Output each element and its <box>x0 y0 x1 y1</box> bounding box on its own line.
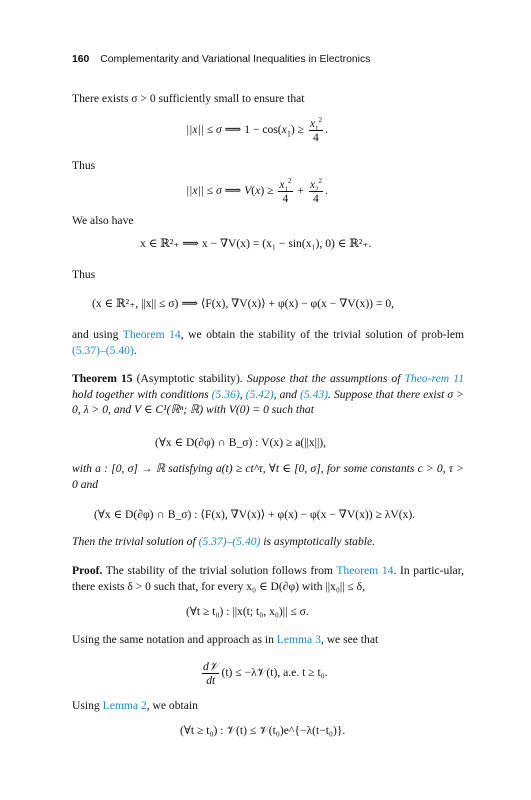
fraction-dv-over-dt: $\frac{\text{d𝒱}}{dt}$ <box>203 660 219 687</box>
link-condition-5-42[interactable]: (5.42) <box>245 387 274 401</box>
link-lemma-3[interactable]: Lemma 3 <box>276 633 321 646</box>
equation-trajectory-bound: (∀t ≥ t₀) : ||x(t; t₀, x₀)|| ≤ σ. <box>186 605 309 618</box>
link-conclusion-5-37-5-40[interactable]: (5.37)–(5.40) <box>198 535 261 548</box>
running-header <box>72 54 370 65</box>
paragraph-sigma: There exists σ > 0 sufficiently small to ensure that <box>72 92 305 105</box>
link-lemma-2[interactable]: Lemma 2 <box>102 699 147 712</box>
link-proof-theorem-14[interactable]: Theorem 14 <box>336 564 394 577</box>
equation-cos-bound: ||x|| ≤ σ ⟹ $1 - \cos(x_1)$ ≥ $\frac{x_1^2}{4}$ . <box>186 116 328 144</box>
page-number: 160 <box>72 54 90 65</box>
proof-paragraph: Proof. The stability of the trivial solution follows from Theorem 14. In partic-ular, there exists δ > 0 such that, for every x₀ ∈ D(∂φ) with ||x₀|| ≤ δ, <box>72 564 464 593</box>
proof-paragraph-lemma3: Using the same notation and approach as in Lemma 3, we see that <box>72 633 379 646</box>
equation-gradient-cone: x ∈ ℝ²₊ ⟹ x − ∇V(x) = (x₁ − sin(x₁), 0) ∈ ℝ²₊. <box>140 237 372 250</box>
link-condition-5-43[interactable]: (5.43) <box>300 387 329 401</box>
equation-zero-identity: (x ∈ ℝ²₊, ||x|| ≤ σ) ⟹ ⟨F(x), ∇V(x)⟩ + φ(x) − φ(x − ∇V(x)) = 0, <box>92 297 395 310</box>
link-theorem-11[interactable]: Theo-rem 11 <box>404 372 464 385</box>
link-theorem-14[interactable]: Theorem 14 <box>122 328 181 341</box>
link-condition-5-36[interactable]: (5.36) <box>211 387 240 401</box>
paragraph-stability-theorem14: and using Theorem 14, we obtain the stability of the trivial solution of prob-lem (5.37)–(5.40). <box>72 328 465 357</box>
theorem-15-label: Theorem 15 <box>72 372 133 385</box>
theorem-15-title: (Asymptotic stability). <box>136 372 243 385</box>
equation-dv-dt: $\frac{\text{d𝒱}}{dt}$ (t) ≤ −λ𝒱(t), a.e. t ≥ t₀. <box>203 660 328 687</box>
proof-label: Proof. <box>72 564 103 577</box>
equation-v-ge-a: (∀x ∈ D(∂φ) ∩ B_σ) : V(x) ≥ a(||x||), <box>155 436 327 449</box>
fraction-x1sq-over-4: $\frac{x_1^2}{4}$ <box>309 116 322 144</box>
equation-lambda-inequality: (∀x ∈ D(∂φ) ∩ B_σ) : ⟨F(x), ∇V(x)⟩ + φ(x) − φ(x − ∇V(x)) ≥ λV(x). <box>94 508 416 521</box>
paragraph-thus-2: Thus <box>72 268 96 281</box>
paragraph-thus-1: Thus <box>72 159 96 172</box>
link-problem-5-37-5-40[interactable]: (5.37)–(5.40) <box>72 343 134 357</box>
proof-paragraph-lemma2: Using Lemma 2, we obtain <box>72 699 198 712</box>
running-title: Complementarity and Variational Inequalities in Electronics <box>100 54 371 65</box>
theorem-15-condition-a: with a : [0, σ] → ℝ satisfying a(t) ≥ ct^τ, ∀t ∈ [0, σ], for some constants c > 0, τ > 0 and <box>72 462 464 491</box>
equation-v-lower-bound: ||x|| ≤ σ ⟹ V(x) ≥ $\frac{x_1^2}{4}$ + $\frac{x_2^2}{4}$ . <box>186 177 328 205</box>
theorem-15-statement: Theorem 15 (Asymptotic stability). Suppose that the assumptions of Theo-rem 11 hold together with conditions (5.36), (5.42), and (5.43). Suppose that there exist σ > 0, λ > 0, and V ∈ C¹(ℝⁿ; ℝ) with V(0) = 0 such that <box>72 372 464 416</box>
paragraph-we-also-have: We also have <box>72 214 134 227</box>
equation-exponential-decay: (∀t ≥ t₀) : 𝒱(t) ≤ 𝒱(t₀)e^{−λ(t−t₀)}. <box>180 724 346 737</box>
theorem-15-conclusion: Then the trivial solution of (5.37)–(5.40) is asymptotically stable. <box>72 535 376 548</box>
